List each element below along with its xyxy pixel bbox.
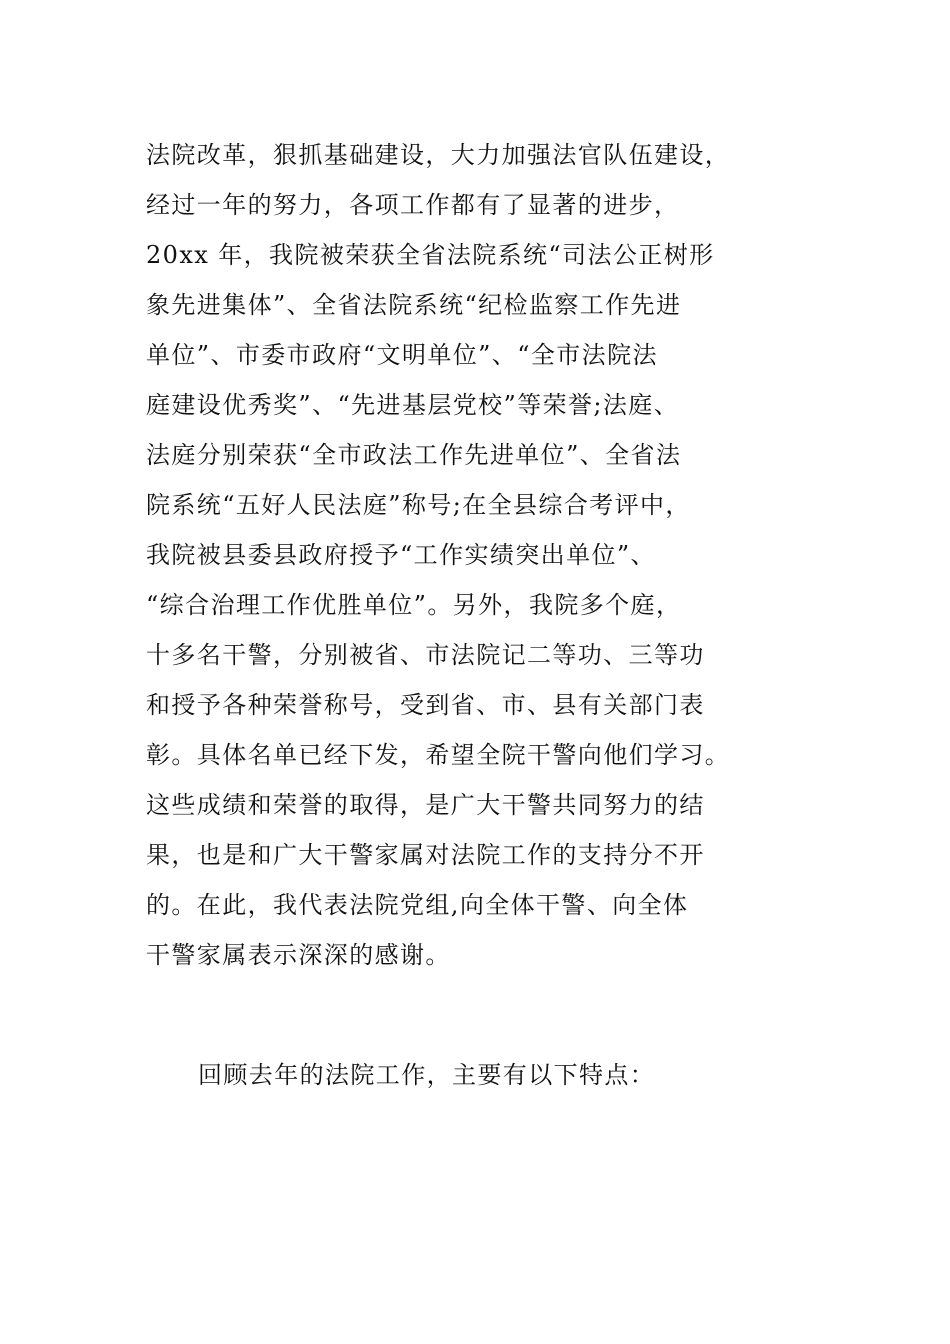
- body-paragraph: [146, 130, 766, 980]
- paragraph-line: 我院被县委县政府授予“工作实绩突出单位”、: [146, 541, 656, 569]
- paragraph-line: 十多名干警，分别被省、市法院记二等功、三等功: [146, 641, 705, 669]
- paragraph-line: 彰。具体名单已经下发，希望全院干警向他们学习。: [146, 741, 731, 769]
- paragraph-line: 经过一年的努力，各项工作都有了显著的进步，: [146, 191, 680, 219]
- paragraph-line: 象先进集体”、全省法院系统“纪检监察工作先进: [146, 291, 682, 319]
- paragraph-line: 庭建设优秀奖”、“先进基层党校”等荣誉;法庭、: [146, 391, 680, 419]
- paragraph-line: 的。在此，我代表法院党组,向全体干警、向全体: [146, 891, 689, 919]
- paragraph-line: 干警家属表示深深的感谢。: [146, 941, 451, 969]
- closing-paragraph: 回顾去年的法院工作，主要有以下特点：: [198, 1061, 656, 1089]
- paragraph-line: 20xx 年，我院被荣获全省法院系统“司法公正树形: [146, 241, 715, 269]
- paragraph-line: “综合治理工作优胜单位”。另外，我院多个庭，: [146, 591, 682, 619]
- paragraph-line: 法庭分别荣获“全市政法工作先进单位”、全省法: [146, 441, 682, 469]
- paragraph-line: 果，也是和广大干警家属对法院工作的支持分不开: [146, 841, 705, 869]
- paragraph-line: 法院改革，狠抓基础建设，大力加强法官队伍建设，: [146, 141, 731, 169]
- paragraph-line: 院系统“五好人民法庭”称号;在全县综合考评中，: [146, 491, 691, 519]
- paragraph-line: 单位”、市委市政府“文明单位”、“全市法院法: [146, 341, 658, 369]
- paragraph-line: 这些成绩和荣誉的取得，是广大干警共同努力的结: [146, 791, 705, 819]
- paragraph-line: 和授予各种荣誉称号，受到省、市、县有关部门表: [146, 691, 705, 719]
